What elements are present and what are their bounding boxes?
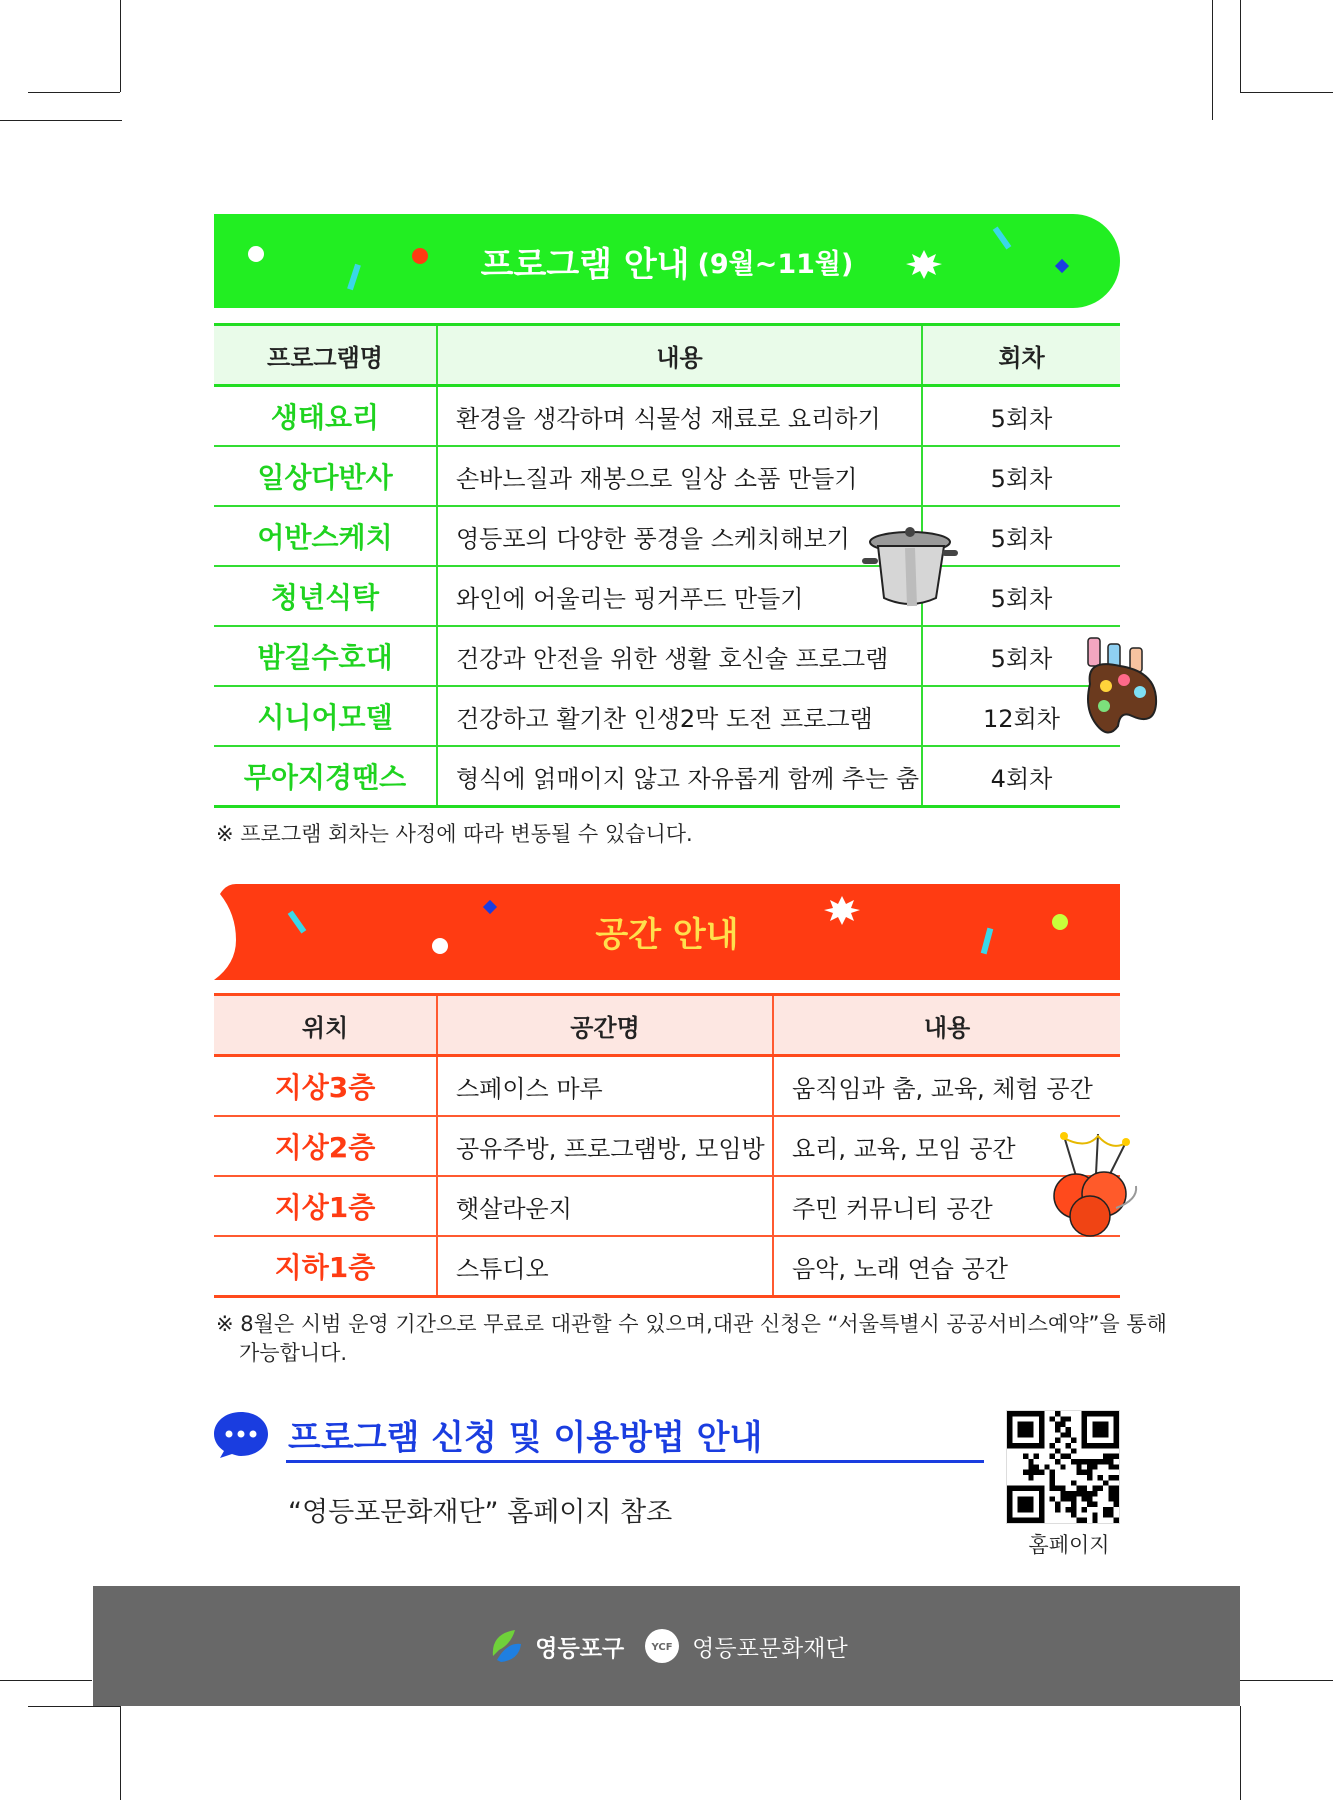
table-header-row (214, 325, 1120, 386)
footer-logo2-text: 영등포문화재단 (692, 1635, 848, 1662)
space-floor: 지하1층 (214, 1236, 437, 1297)
table-row (214, 566, 1120, 626)
program-name: 밤길수호대 (214, 626, 437, 686)
program-name: 시니어모델 (214, 686, 437, 746)
space-note-line1: ※ 8월은 시범 운영 기간으로 무료로 대관할 수 있으며,대관 신청은 “서울특별시 공공서비스예약”을 통해 (216, 1312, 1167, 1336)
table-row (214, 686, 1120, 746)
column-header: 프로그램명 (214, 325, 437, 386)
space-title (214, 884, 1120, 978)
space-content: 요리, 교육, 모임 공간 (773, 1116, 1120, 1176)
qr-code-icon[interactable] (1006, 1410, 1120, 1524)
space-name: 스페이스 마루 (437, 1056, 773, 1117)
program-title (214, 214, 1120, 308)
table-row (214, 1116, 1120, 1176)
qr-label: 홈페이지 (1028, 1533, 1110, 1557)
table-row (214, 626, 1120, 686)
program-count: 5회차 (922, 506, 1120, 566)
ycf-mark-text: YCF (651, 1642, 673, 1653)
program-count: 5회차 (922, 386, 1120, 447)
table-header-row (214, 995, 1120, 1056)
program-table (214, 323, 1120, 808)
program-content: 건강과 안전을 위한 생활 호신술 프로그램 (437, 626, 922, 686)
program-name: 청년식탁 (214, 566, 437, 626)
yeongdeungpo-gu-logo (485, 1626, 624, 1666)
program-content: 와인에 어울리는 핑거푸드 만들기 (437, 566, 922, 626)
program-name: 생태요리 (214, 386, 437, 447)
space-content: 주민 커뮤니티 공간 (773, 1176, 1120, 1236)
footer (93, 1586, 1240, 1706)
crop-mark (0, 120, 122, 121)
crop-mark (28, 92, 120, 93)
column-header: 회차 (922, 325, 1120, 386)
table-row (214, 386, 1120, 447)
column-header: 내용 (773, 995, 1120, 1056)
space-name: 스튜디오 (437, 1236, 773, 1297)
footer-logos (93, 1586, 1240, 1706)
chat-bubble-icon (212, 1410, 270, 1460)
space-name: 공유주방, 프로그램방, 모임방 (437, 1116, 773, 1176)
crop-mark (1240, 0, 1241, 92)
program-count: 5회차 (922, 446, 1120, 506)
crop-mark (1240, 1706, 1241, 1800)
crop-mark (0, 1680, 92, 1681)
crop-mark (120, 0, 121, 92)
program-content: 건강하고 활기찬 인생2막 도전 프로그램 (437, 686, 922, 746)
space-content: 움직임과 춤, 교육, 체험 공간 (773, 1056, 1120, 1117)
program-name: 어반스케치 (214, 506, 437, 566)
leaf-logo-icon (485, 1626, 525, 1666)
column-header: 위치 (214, 995, 437, 1056)
program-count: 4회차 (922, 746, 1120, 807)
program-banner (214, 214, 1120, 308)
program-content: 형식에 얽매이지 않고 자유롭게 함께 추는 춤 (437, 746, 922, 807)
footer-logo1-text: 영등포구 (535, 1635, 625, 1662)
table-row (214, 1176, 1120, 1236)
space-floor: 지상3층 (214, 1056, 437, 1117)
pot-icon (860, 520, 960, 616)
program-period: (9월~11월) (697, 248, 854, 280)
crop-mark (1240, 92, 1333, 93)
apply-subtitle: “영등포문화재단” 홈페이지 참조 (288, 1497, 673, 1528)
space-note-line2: 가능합니다. (239, 1341, 348, 1365)
table-row (214, 1056, 1120, 1117)
program-content: 영등포의 다양한 풍경을 스케치해보기 (437, 506, 922, 566)
crop-mark (28, 1706, 120, 1707)
crop-mark (1212, 0, 1213, 120)
table-row (214, 446, 1120, 506)
program-count: 12회차 (922, 686, 1120, 746)
program-title-text: 프로그램 안내 (480, 244, 690, 285)
table-row (214, 1236, 1120, 1297)
crop-mark (120, 1706, 121, 1800)
space-name: 햇살라운지 (437, 1176, 773, 1236)
space-table (214, 993, 1120, 1298)
pincushion-icon (1046, 1130, 1142, 1240)
column-header: 공간명 (437, 995, 773, 1056)
program-count: 5회차 (922, 626, 1120, 686)
program-note: ※ 프로그램 회차는 사정에 따라 변동될 수 있습니다. (216, 822, 693, 846)
space-title-text: 공간 안내 (595, 914, 739, 955)
ycf-logo (642, 1626, 848, 1666)
program-name: 무아지경땐스 (214, 746, 437, 807)
table-row (214, 746, 1120, 807)
space-floor: 지상2층 (214, 1116, 437, 1176)
program-content: 손바느질과 재봉으로 일상 소품 만들기 (437, 446, 922, 506)
program-content: 환경을 생각하며 식물성 재료로 요리하기 (437, 386, 922, 447)
space-content: 음악, 노래 연습 공간 (773, 1236, 1120, 1297)
column-header: 내용 (437, 325, 922, 386)
apply-title: 프로그램 신청 및 이용방법 안내 (288, 1418, 763, 1458)
space-floor: 지상1층 (214, 1176, 437, 1236)
paint-palette-icon (1080, 634, 1162, 746)
table-row (214, 506, 1120, 566)
program-name: 일상다반사 (214, 446, 437, 506)
program-count: 5회차 (922, 566, 1120, 626)
ycf-mark-icon (642, 1626, 682, 1666)
crop-mark (1240, 1680, 1333, 1681)
space-note (216, 1310, 1167, 1368)
apply-underline (286, 1460, 984, 1463)
